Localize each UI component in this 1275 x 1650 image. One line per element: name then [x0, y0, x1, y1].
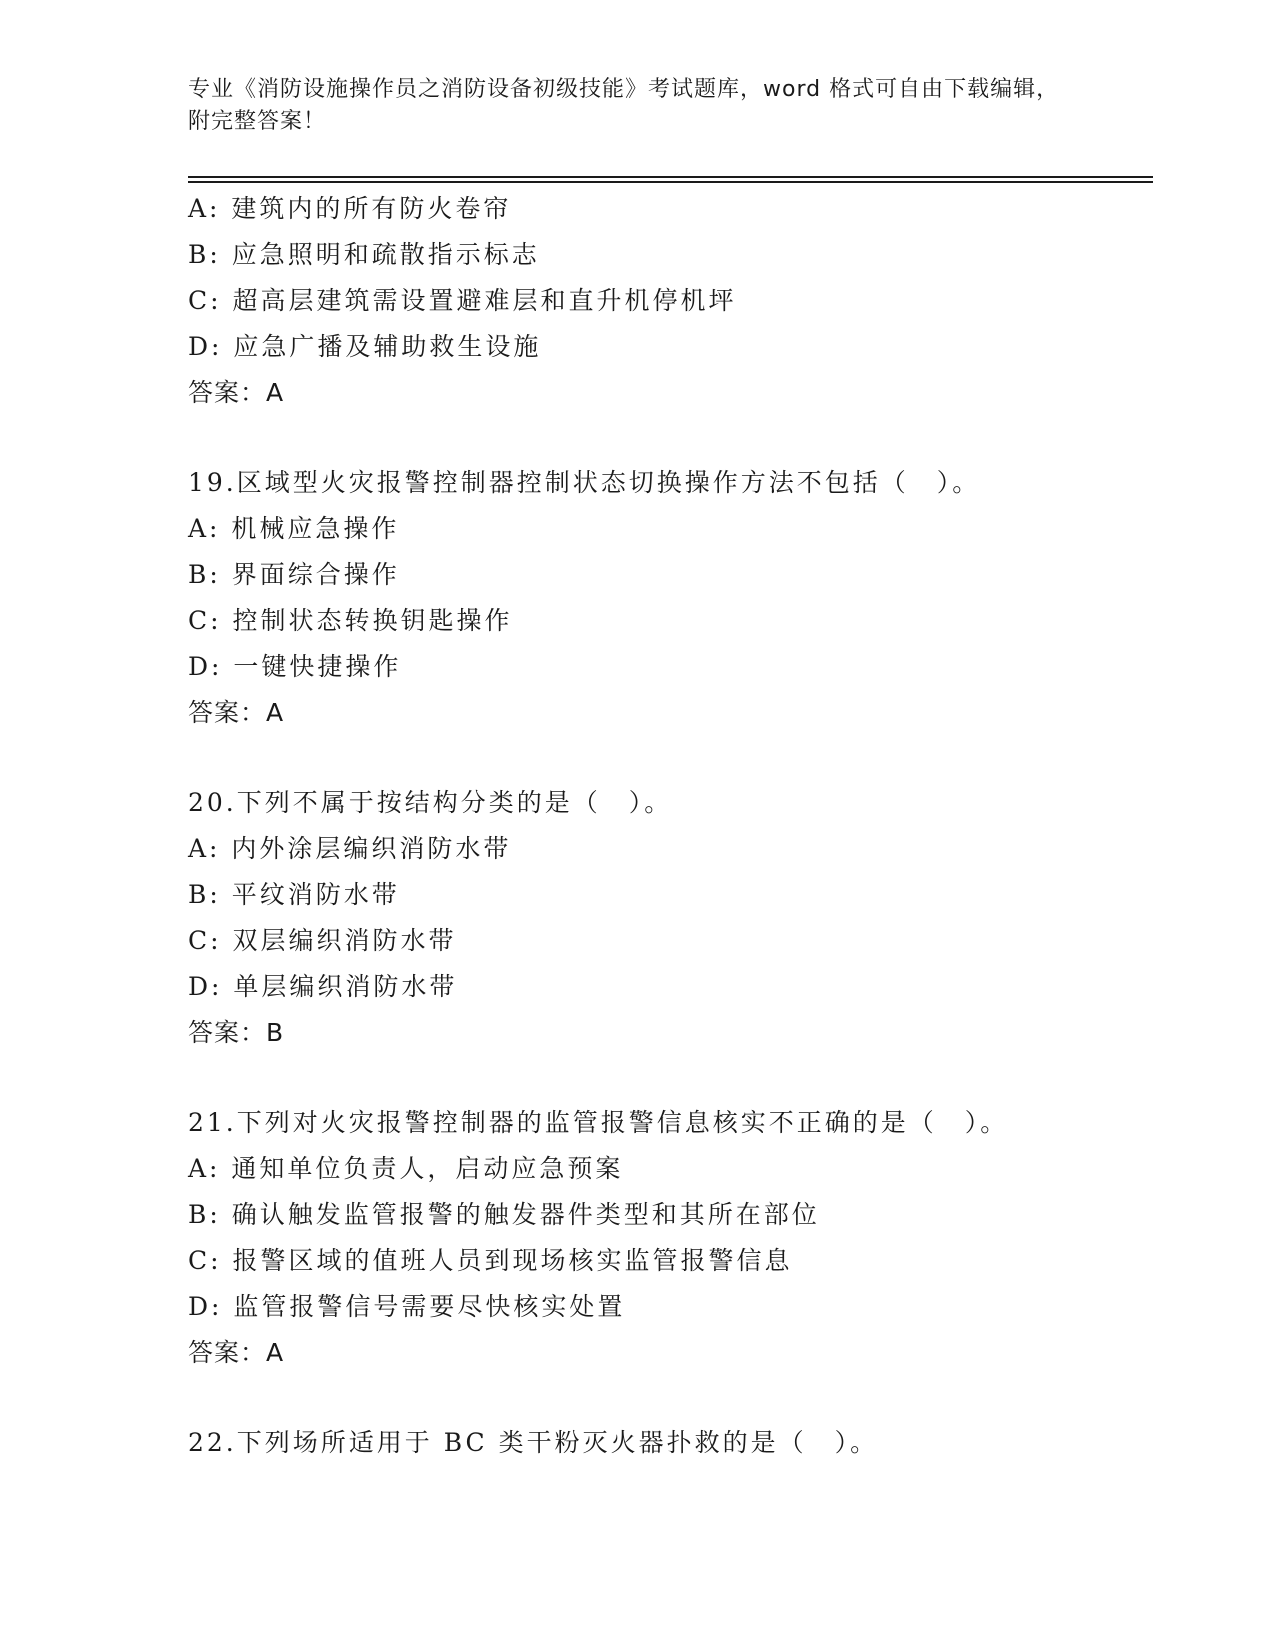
question-18-continued: [188, 186, 1148, 416]
question-20: [188, 780, 1148, 1056]
option-d: D: 监管报警信号需要尽快核实处置: [188, 1292, 626, 1321]
spacer: [188, 416, 1148, 460]
option-a: A: 建筑内的所有防火卷帘: [188, 194, 512, 223]
header-divider-top: [188, 176, 1153, 178]
option-a: A: 通知单位负责人，启动应急预案: [188, 1154, 624, 1183]
option-d: D: 一键快捷操作: [188, 652, 402, 681]
document-header: 专业《消防设施操作员之消防设备初级技能》考试题库，word 格式可自由下载编辑，附完整答案！: [188, 77, 1060, 134]
option-a: A: 机械应急操作: [188, 514, 400, 543]
question-22: [188, 1420, 1148, 1466]
spacer: [188, 1376, 1148, 1420]
option-b: B: 应急照明和疏散指示标志: [188, 240, 540, 269]
spacer: [188, 736, 1148, 780]
answer-line: 答案：A: [188, 1338, 285, 1367]
question-text: 20.下列不属于按结构分类的是（ ）。: [188, 788, 673, 817]
option-d: D: 单层编织消防水带: [188, 972, 458, 1001]
header-divider-bottom: [188, 181, 1153, 183]
option-c: C: 控制状态转换钥匙操作: [188, 606, 513, 635]
spacer: [188, 1056, 1148, 1100]
question-text: 19.区域型火灾报警控制器控制状态切换操作方法不包括（ ）。: [188, 468, 981, 497]
question-19: [188, 460, 1148, 736]
option-b: B: 界面综合操作: [188, 560, 400, 589]
option-b: B: 确认触发监管报警的触发器件类型和其所在部位: [188, 1200, 820, 1229]
answer-line: 答案：A: [188, 698, 285, 727]
option-c: C: 报警区域的值班人员到现场核实监管报警信息: [188, 1246, 793, 1275]
option-c: C: 超高层建筑需设置避难层和直升机停机坪: [188, 286, 737, 315]
question-text: 21.下列对火灾报警控制器的监管报警信息核实不正确的是（ ）。: [188, 1108, 1009, 1137]
question-text: 22.下列场所适用于 BC 类干粉灭火器扑救的是（ ）。: [188, 1428, 879, 1457]
question-list: [188, 186, 1148, 1466]
option-b: B: 平纹消防水带: [188, 880, 400, 909]
option-a: A: 内外涂层编织消防水带: [188, 834, 512, 863]
option-c: C: 双层编织消防水带: [188, 926, 457, 955]
answer-line: 答案：B: [188, 1018, 285, 1047]
answer-line: 答案：A: [188, 378, 285, 407]
option-d: D: 应急广播及辅助救生设施: [188, 332, 542, 361]
question-21: [188, 1100, 1148, 1376]
